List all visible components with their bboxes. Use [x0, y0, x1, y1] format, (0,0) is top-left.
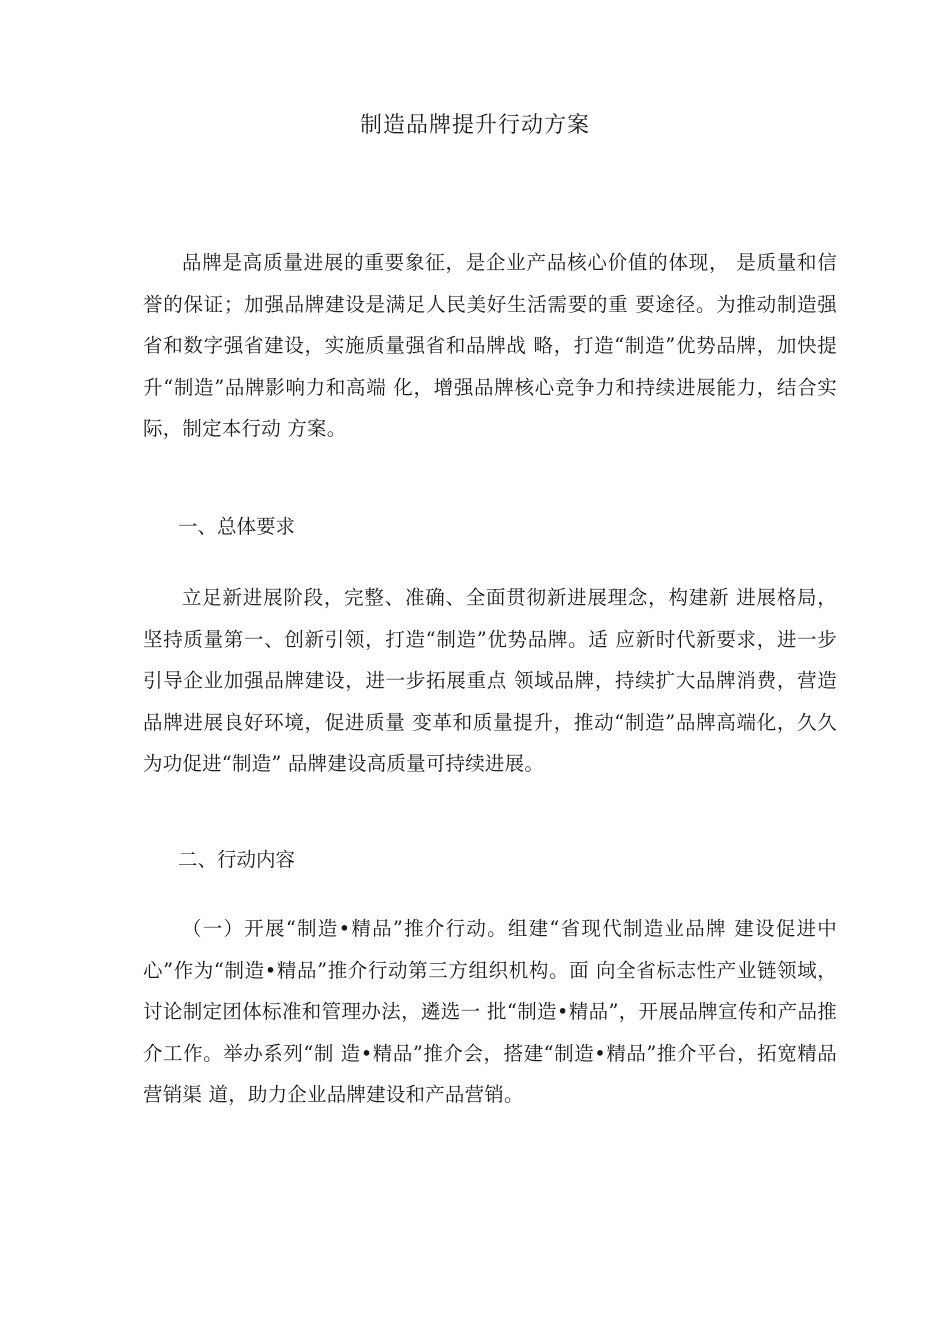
section-heading-action-content: 二、行动内容 — [178, 848, 296, 871]
section-heading-overall-requirements: 一、总体要求 — [178, 515, 296, 538]
document-title: 制造品牌提升行动方案 — [359, 113, 590, 138]
intro-paragraph: 品牌是高质量进展的重要象征，是企业产品核心价值的体现， 是质量和信誉的保证；加强品牌建设是满足人民美好生活需要的重 要途径。为推动制造强省和数字强省建设，实施质量强省和品牌战 略，打造“制造”优势品牌，加快提升“制造”品牌影响力和高端 化，增强品牌核心竞争力和持续进展能力，结合实际，制定本行动 方案。 — [143, 251, 837, 440]
section-2-item-1-paragraph: （一）开展“制造•精品”推介行动。组建“省现代制造业品牌 建设促进中心”作为“制造•精品”推介行动第三方组织机构。面 向全省标志性产业链领域，讨论制定团体标准和管理办法，遴选一 批“制造•精品”，开展品牌宣传和产品推介工作。举办系列“制 造•精品”推介会，搭建“制造•精品”推介平台，拓宽精品营销渠 道，助力企业品牌建设和产品营销。 — [143, 917, 837, 1106]
section-1-paragraph: 立足新进展阶段，完整、准确、全面贯彻新进展理念，构建新 进展格局，坚持质量第一、创新引领，打造“制造”优势品牌。适 应新时代新要求，进一步引导企业加强品牌建设，进一步拓展重点 领域品牌，持续扩大品牌消费，营造品牌进展良好环境，促进质量 变革和质量提升，推动“制造”品牌高端化，久久为功促进“制造” 品牌建设高质量可持续进展。 — [143, 586, 837, 775]
